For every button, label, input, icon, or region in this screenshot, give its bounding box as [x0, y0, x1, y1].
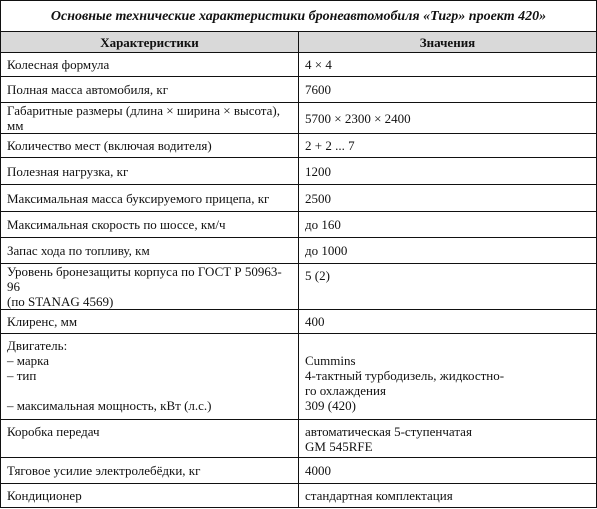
- table-row: [1, 310, 597, 334]
- table-title: Основные технические характеристики бронеавтомобиля «Тигр» проект 420»: [1, 1, 597, 32]
- engine-sub-item: – марка: [7, 353, 50, 368]
- table-row: [1, 238, 597, 264]
- row-label: Габаритные размеры (длина × ширина × высота), мм: [1, 103, 299, 134]
- table-row: [1, 53, 597, 77]
- engine-value: 4-тактный турбодизель, жидкостно-: [305, 368, 505, 383]
- row-value: до 160: [299, 212, 597, 238]
- table-row: [1, 77, 597, 103]
- row-value: 2 + 2 ... 7: [299, 134, 597, 158]
- engine-value: Cummins: [305, 353, 356, 368]
- row-value: 5 (2): [299, 264, 597, 310]
- header-characteristics: Характеристики: [1, 32, 299, 53]
- row-value: [299, 420, 597, 458]
- row-label: Полная масса автомобиля, кг: [1, 77, 299, 103]
- table-row: [1, 158, 597, 185]
- row-value-line: GM 545RFE: [305, 438, 373, 454]
- engine-value: го охлаждения: [305, 383, 386, 398]
- row-value: 7600: [299, 77, 597, 103]
- row-label: Кондиционер: [1, 484, 299, 508]
- table-row: [1, 103, 597, 134]
- row-label-line: (по STANAG 4569): [7, 294, 114, 309]
- table-row: [1, 264, 597, 310]
- row-label: Количество мест (включая водителя): [1, 134, 299, 158]
- row-value: 1200: [299, 158, 597, 185]
- row-value: стандартная комплектация: [299, 484, 597, 508]
- table-row: [1, 420, 597, 458]
- row-label: Максимальная масса буксируемого прицепа, кг: [1, 185, 299, 212]
- row-label: [1, 264, 299, 310]
- row-value: 5700 × 2300 × 2400: [299, 103, 597, 134]
- table-row: [1, 185, 597, 212]
- table-row: [1, 134, 597, 158]
- row-label: Полезная нагрузка, кг: [1, 158, 299, 185]
- header-values: Значения: [299, 32, 597, 53]
- spacer: [7, 383, 292, 398]
- row-label: Коробка передач: [1, 420, 299, 458]
- row-value-line: автоматическая 5-ступенчатая: [305, 423, 472, 439]
- table-row: [1, 484, 597, 508]
- row-value: 4 × 4: [299, 53, 597, 77]
- table-row: [1, 334, 597, 420]
- table-row: [1, 212, 597, 238]
- row-label: Тяговое усилие электролебёдки, кг: [1, 458, 299, 484]
- row-label: Клиренс, мм: [1, 310, 299, 334]
- row-value: 400: [299, 310, 597, 334]
- row-value: 4000: [299, 458, 597, 484]
- engine-sub-item: – тип: [7, 368, 37, 383]
- table-row: [1, 458, 597, 484]
- row-label: Запас хода по топливу, км: [1, 238, 299, 264]
- row-value: [299, 334, 597, 420]
- engine-value: 309 (420): [305, 398, 356, 413]
- row-label: [1, 334, 299, 420]
- engine-sub-item: – максимальная мощность, кВт (л.с.): [7, 398, 212, 413]
- row-label: Колесная формула: [1, 53, 299, 77]
- row-label-line: Уровень бронезащиты корпуса по ГОСТ Р 50963-96: [7, 264, 282, 294]
- row-value: 2500: [299, 185, 597, 212]
- row-value: до 1000: [299, 238, 597, 264]
- engine-label: Двигатель:: [7, 338, 68, 353]
- row-label: Максимальная скорость по шоссе, км/ч: [1, 212, 299, 238]
